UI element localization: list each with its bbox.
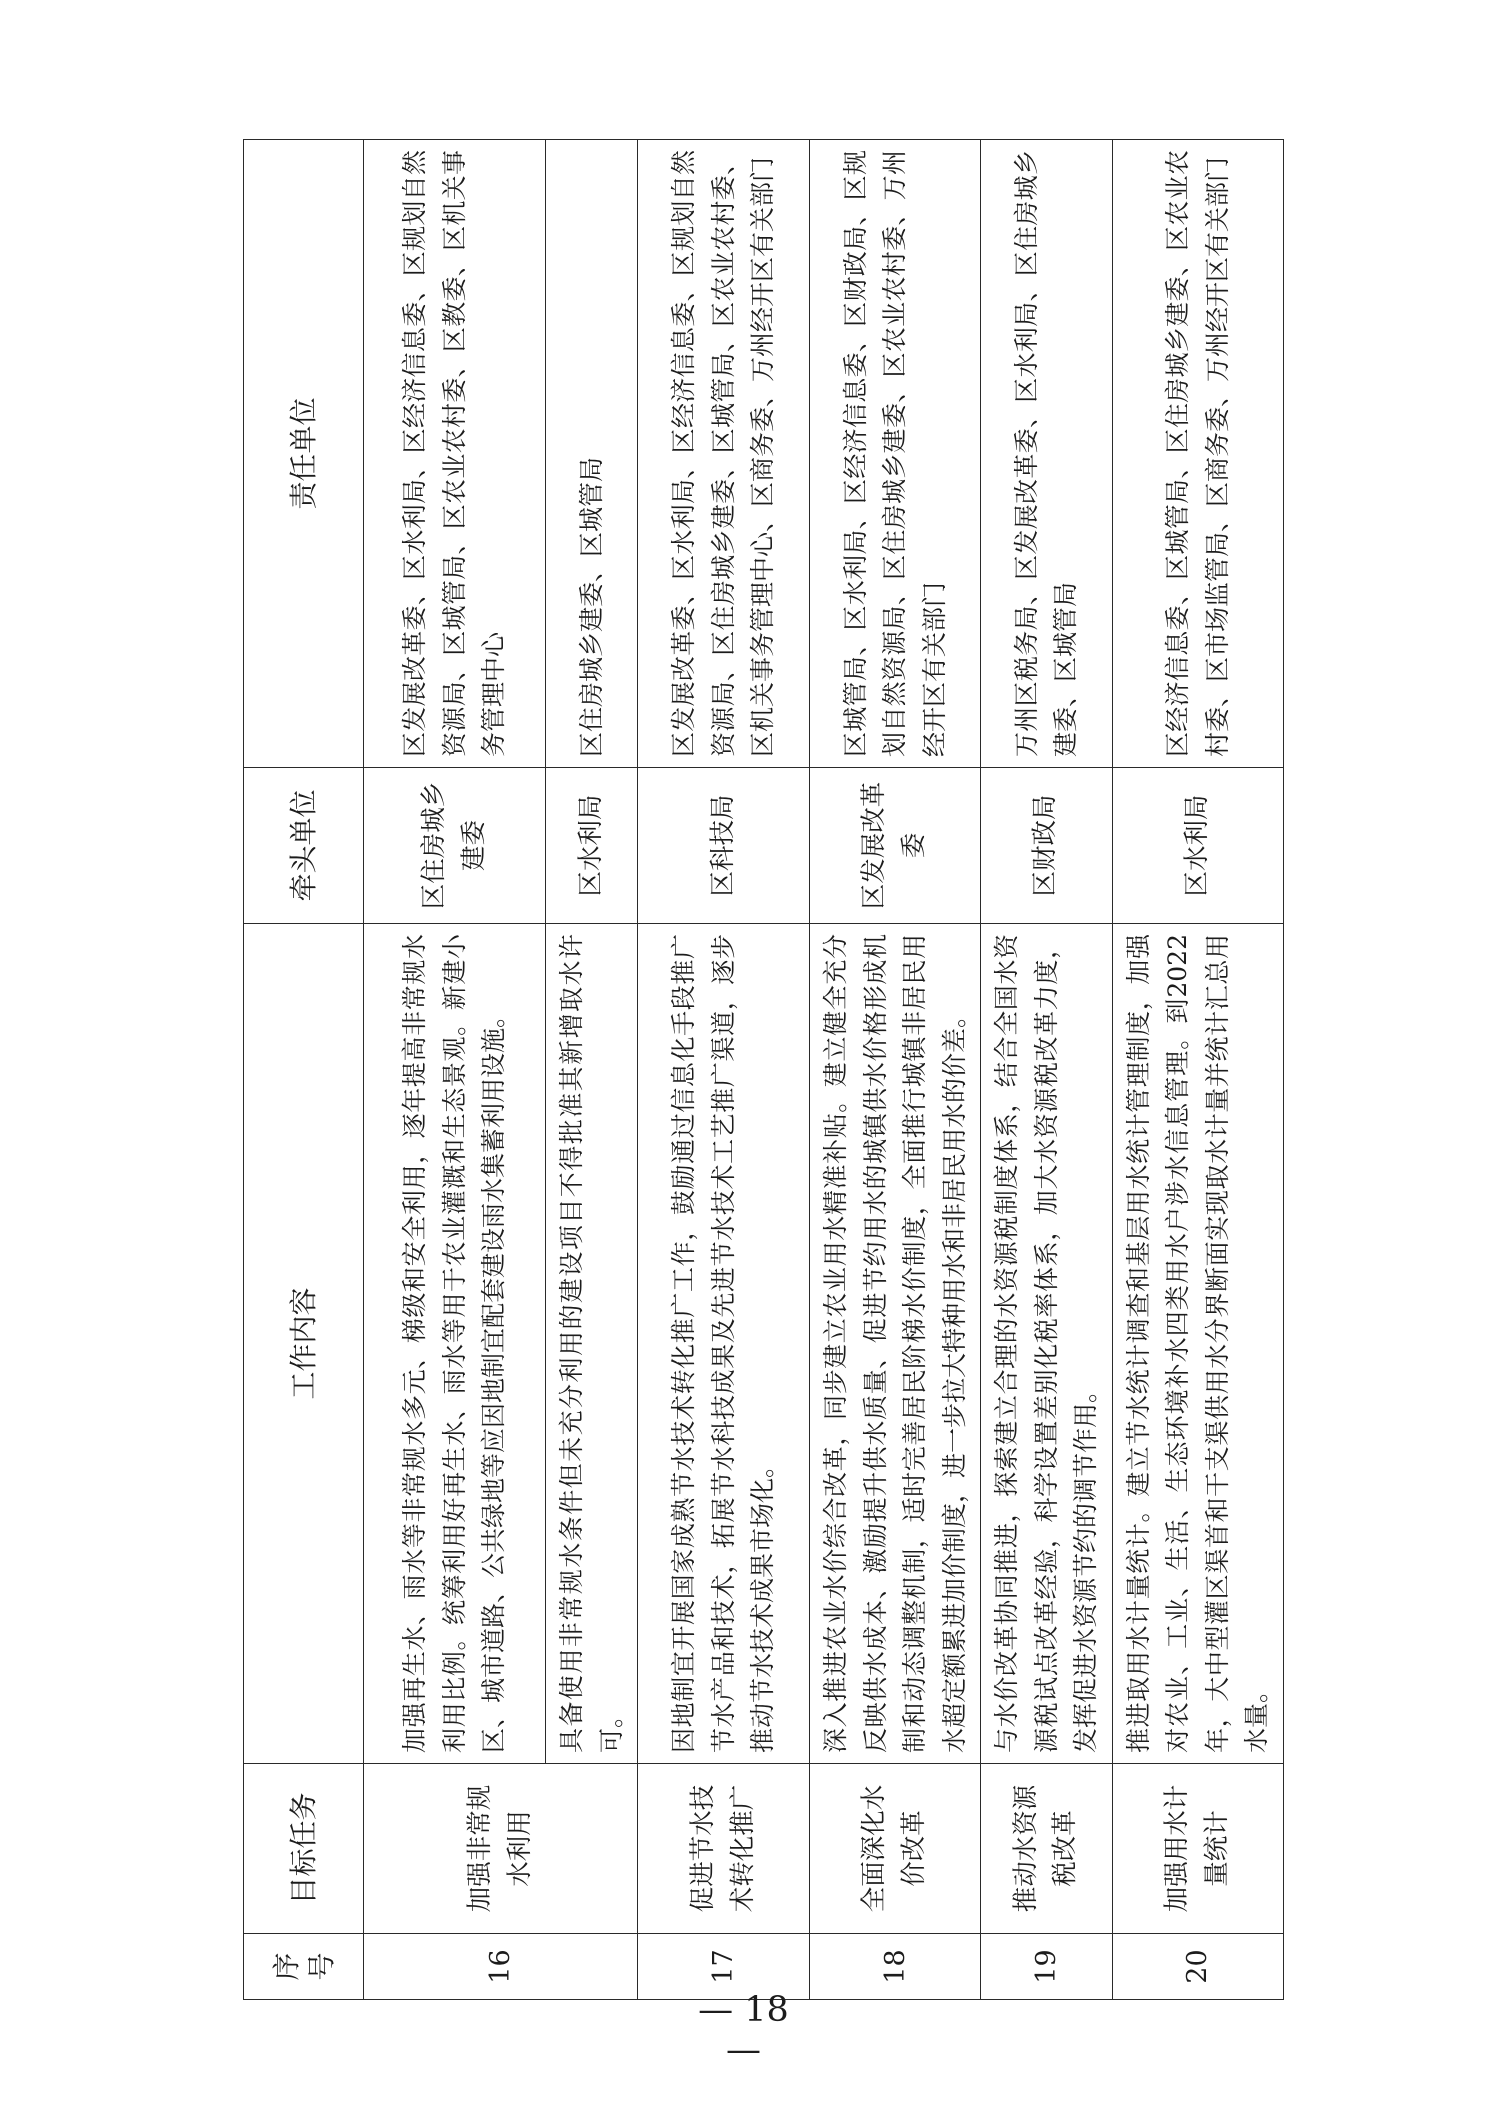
row-17-resp: 区发展改革委、区水利局、区经济信息委、区规划自然资源局、区住房城乡建委、区城管局、区农业农村委、区机关事务管理中心、区商务委、万州经开区有关部门 (638, 140, 810, 768)
row-20-task: 加强用水计量统计 (1112, 1764, 1283, 1934)
table-row (1112, 140, 1283, 2000)
row-17-task: 促进节水技术转化推广 (638, 1764, 810, 1934)
row-18-lead: 区发展改革委 (810, 768, 981, 924)
row-16-seq: 16 (364, 1934, 638, 2000)
row-20-seq: 20 (1112, 1934, 1283, 2000)
row-18-content: 深入推进农业水价综合改革，同步建立农业用水精准补贴。建立健全充分反映供水成本、激励提升供水质量、促进节约用水的城镇供水价格形成机制和动态调整机制，适时完善居民阶梯水价制度，全面推行城镇非居民用水超定额累进加价制度，进一步拉大特种用水和非居民用水的价差。 (810, 924, 981, 1764)
work-plan-table (243, 139, 1284, 2000)
row-16a-lead: 区住房城乡建委 (364, 768, 546, 924)
header-resp: 责任单位 (244, 140, 364, 768)
row-18-seq: 18 (810, 1934, 981, 2000)
table-row (981, 140, 1113, 2000)
row-16a-content: 加强再生水、雨水等非常规水多元、梯级和安全利用，逐年提高非常规水利用比例。统筹利用好再生水、雨水等用于农业灌溉和生态景观。新建小区、城市道路、公共绿地等应因地制宜配套建设雨水集蓄利用设施。 (364, 924, 546, 1764)
row-20-content: 推进取用水计量统计。建立节水统计调查和基层用水统计管理制度，加强对农业、工业、生活、生态环境补水四类用水户涉水信息管理。到2022年，大中型灌区渠首和干支渠供用水分界断面实现取水计量并统计汇总用水量。 (1112, 924, 1283, 1764)
table-row (810, 140, 981, 2000)
page-number: — 18 — (698, 1990, 789, 2070)
row-19-task: 推动水资源税改革 (981, 1764, 1113, 1934)
row-17-lead: 区科技局 (638, 768, 810, 924)
row-20-lead: 区水利局 (1112, 768, 1283, 924)
row-16b-resp: 区住房城乡建委、区城管局 (546, 140, 638, 768)
row-17-content: 因地制宜开展国家成熟节水技术转化推广工作，鼓励通过信息化手段推广节水产品和技术，拓展节水科技成果及先进节水技术工艺推广渠道，逐步推动节水技术成果市场化。 (638, 924, 810, 1764)
row-20-resp: 区经济信息委、区城管局、区住房城乡建委、区农业农村委、区市场监管局、区商务委、万州经开区有关部门 (1112, 140, 1283, 768)
row-16b-lead: 区水利局 (546, 768, 638, 924)
header-content: 工作内容 (244, 924, 364, 1764)
table-row (546, 140, 638, 2000)
row-18-resp: 区城管局、区水利局、区经济信息委、区财政局、区规划自然资源局、区住房城乡建委、区农业农村委、万州经开区有关部门 (810, 140, 981, 768)
row-19-resp: 万州区税务局、区发展改革委、区水利局、区住房城乡建委、区城管局 (981, 140, 1113, 768)
header-seq: 序号 (244, 1934, 364, 2000)
row-16a-resp: 区发展改革委、区水利局、区经济信息委、区规划自然资源局、区城管局、区农业农村委、区教委、区机关事务管理中心 (364, 140, 546, 768)
row-16b-content: 具备使用非常规水条件但未充分利用的建设项目不得批准其新增取水许可。 (546, 924, 638, 1764)
table-row (638, 140, 810, 2000)
table-header-row (244, 140, 364, 2000)
header-task: 目标任务 (244, 1764, 364, 1934)
row-17-seq: 17 (638, 1934, 810, 2000)
row-19-lead: 区财政局 (981, 768, 1113, 924)
row-19-seq: 19 (981, 1934, 1113, 2000)
header-lead: 牵头单位 (244, 768, 364, 924)
row-19-content: 与水价改革协同推进，探索建立合理的水资源税制度体系，结合全国水资源税试点改革经验，科学设置差别化税率体系，加大水资源税改革力度，发挥促进水资源节约的调节作用。 (981, 924, 1113, 1764)
table-row (364, 140, 546, 2000)
rotated-table-sheet (243, 140, 1271, 2000)
row-16-task: 加强非常规水利用 (364, 1764, 638, 1934)
row-18-task: 全面深化水价改革 (810, 1764, 981, 1934)
